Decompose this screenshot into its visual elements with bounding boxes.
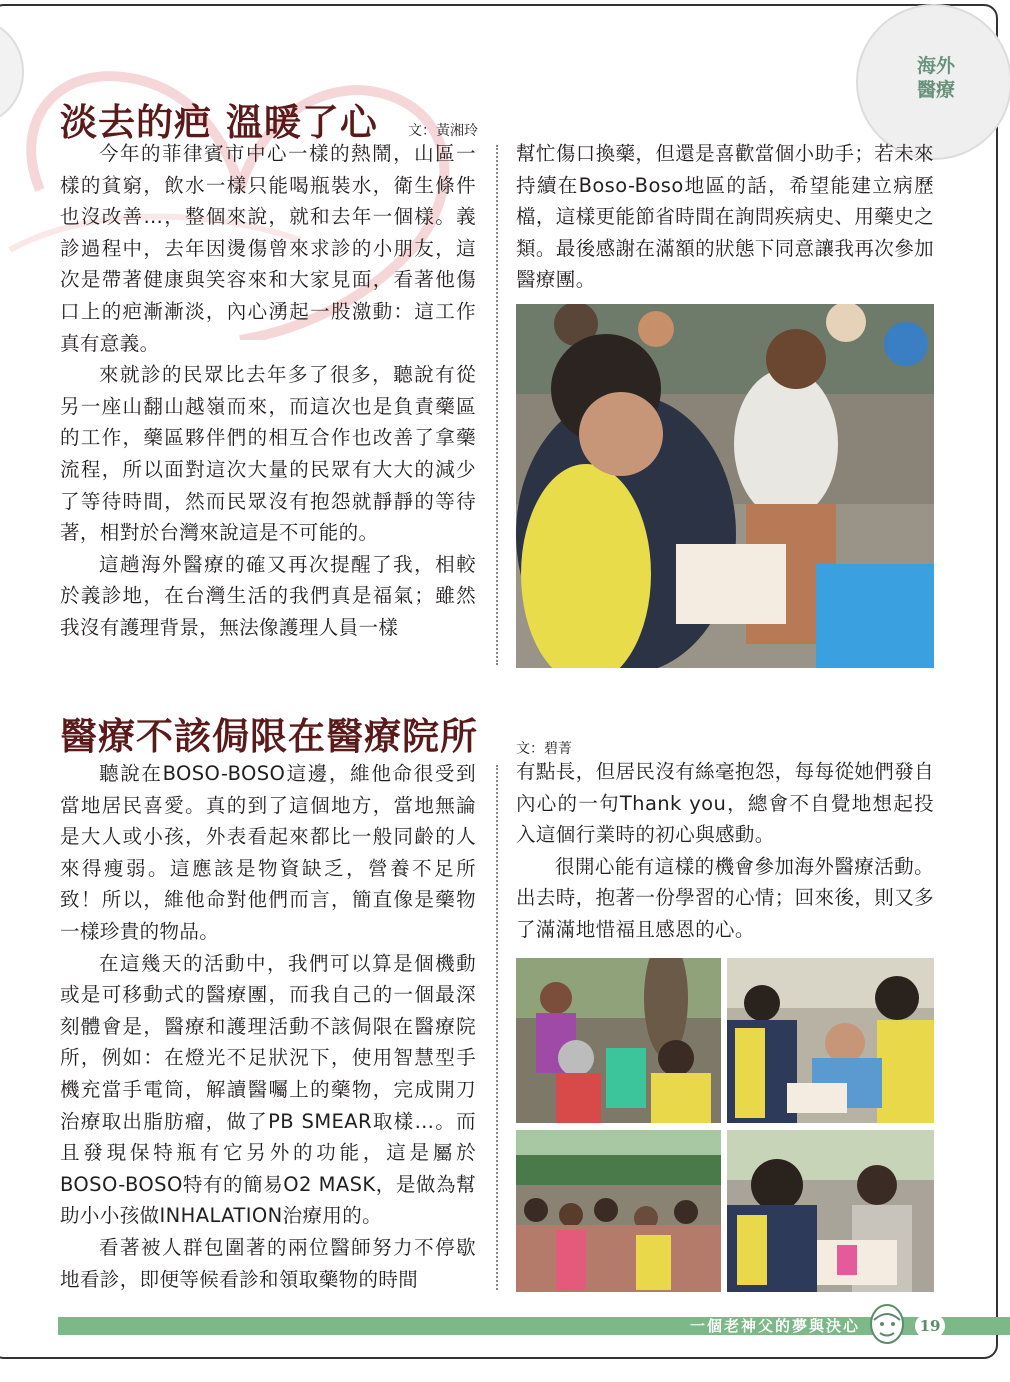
article2-byline: 文：碧菁 xyxy=(516,741,572,757)
column-divider-2 xyxy=(496,765,498,1290)
badge-line1: 海外 xyxy=(916,55,955,77)
section-badge xyxy=(856,4,1010,160)
badge-line2: 醫療 xyxy=(916,79,955,101)
article1-title: 淡去的疤 溫暖了心 xyxy=(60,100,378,144)
article1-paragraph-2: 來就診的民眾比去年多了很多，聽說有從另一座山翻山越嶺而來，而這次也是負責藥區的工作，藥區夥伴們的相互合作也改善了拿藥流程，所以面對這次大量的民眾有大大的減少了等待時間，然而民眾沒有抱怨就靜靜的等待著，相對於台灣來說這是不可能的。 xyxy=(60,363,476,545)
photo-child-wound-care xyxy=(516,304,934,668)
article2-left-column xyxy=(60,758,476,1295)
article2-paragraph-2: 在這幾天的活動中，我們可以算是個機動或是可移動式的醫療團，而我自己的一個最深刻體會是，醫療和護理活動不該侷限在醫療院所，例如：在燈光不足狀況下，使用智慧型手機充當手電筒，解讀醫囑上的藥物，完成開刀治療取出脂肪瘤，做了PB SMEAR取樣…。而且發現保特瓶有它另外的功能，這是屬於 BOSO-BOSO特有的簡易O2 MASK，是做為幫助小小孩做INHALATION治療用的。 xyxy=(60,951,476,1228)
article1-left-column xyxy=(60,138,476,644)
article1-paragraph-3: 這趟海外醫療的確又再次提醒了我，相較於義診地，在台灣生活的我們真是福氣；雖然我沒有護理背景，無法像護理人員一樣 xyxy=(60,552,476,639)
photo-nurse-child xyxy=(727,1130,934,1292)
article2-right-column xyxy=(516,756,934,946)
page-number: 19 xyxy=(915,1314,945,1338)
footer-slogan: 一個老神父的夢與決心 xyxy=(689,1317,860,1335)
article2-title: 醫療不該侷限在醫療院所 xyxy=(60,714,478,758)
article2-paragraph-3: 看著被人群包圍著的兩位醫師努力不停歇地看診，即便等候看診和領取藥物的時間 xyxy=(60,1235,476,1291)
article2-paragraph-5: 很開心能有這樣的機會參加海外醫療活動。出去時，抱著一份學習的心情；回來後，則又多了滿滿地惜福且感恩的心。 xyxy=(516,854,934,941)
article1-right-column xyxy=(516,138,934,296)
article2-paragraph-4: 有點長，但居民沒有絲毫抱怨，每每從她們發自內心的一句Thank you，總會不自覺地想起投入這個行業時的初心與感動。 xyxy=(516,760,934,847)
article1-paragraph-4: 幫忙傷口換藥，但還是喜歡當個小助手；若未來持續在Boso-Boso地區的話，希望能建立病歷檔，這樣更能節省時間在詢問疾病史、用藥史之類。最後感謝在滿額的狀態下同意讓我再次參加醫療團。 xyxy=(516,142,934,292)
column-divider-1 xyxy=(496,145,498,665)
article1-paragraph-1: 今年的菲律賓市中心一樣的熱鬧，山區一樣的貧窮，飲水一樣只能喝瓶裝水，衛生條件也沒改善…，整個來說，就和去年一個樣。義診過程中，去年因燙傷曾來求診的小朋友，這次是帶著健康與笑容來和大家見面，看著他傷口上的疤漸漸淡，內心湧起一股激動：這工作真有意義。 xyxy=(60,142,476,355)
priest-portrait-icon xyxy=(862,1300,912,1345)
article2-paragraph-1: 聽說在BOSO-BOSO這邊，維他命很受到當地居民喜愛。真的到了這個地方，當地無論是大人或小孩，外表看起來都比一般同齡的人來得瘦弱。這應該是物資缺乏，營養不足所致！所以，維他命對他們而言，簡直像是藥物一樣珍貴的物品。 xyxy=(60,762,476,943)
photo-infant-treatment xyxy=(727,958,934,1123)
article1-byline: 文：黃湘玲 xyxy=(408,123,478,139)
photo-clinic-crowd xyxy=(516,958,721,1123)
photo-waiting-crowd xyxy=(516,1130,721,1292)
